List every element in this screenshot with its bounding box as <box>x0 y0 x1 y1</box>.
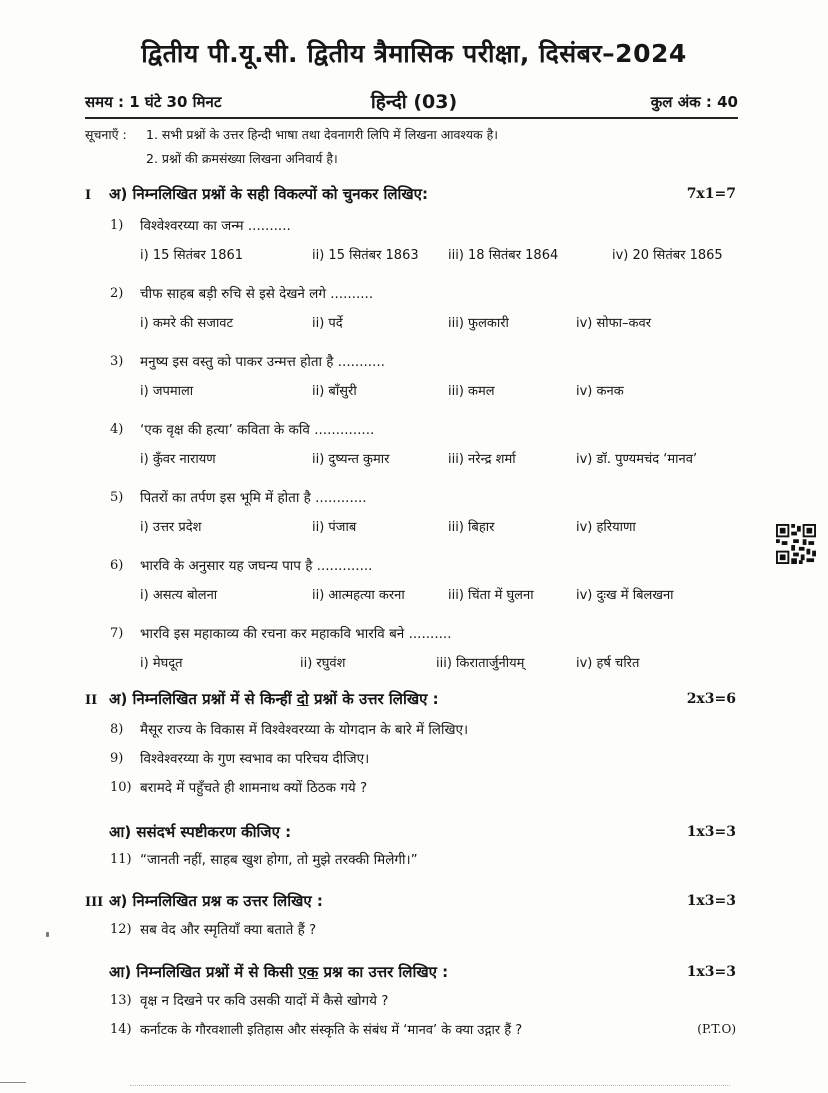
question-number: 10) <box>110 780 132 795</box>
header-divider <box>85 117 738 119</box>
instruction-1: 1. सभी प्रश्नों के उत्तर हिन्दी भाषा तथा देवनागरी लिपि में लिखना आवश्यक है। <box>146 127 498 142</box>
question-number: 4) <box>110 422 124 437</box>
question-number: 6) <box>110 558 124 573</box>
question-number: 7) <box>110 626 124 641</box>
option-iii: iii) बिहार <box>448 520 495 535</box>
option-ii: ii) दुष्यन्त कुमार <box>312 452 390 467</box>
question-number: 13) <box>110 993 132 1008</box>
scan-mark <box>46 932 49 937</box>
section-3-sub-heading <box>109 962 448 982</box>
section-2-heading-post: प्रश्नों के उत्तर लिखिए : <box>308 690 439 708</box>
exam-title: द्वितीय पी.यू.सी. द्वितीय त्रैमासिक परीक्षा, दिसंबर–2024 <box>141 39 687 68</box>
option-iii: iii) किरातार्जुनीयम् <box>436 656 525 671</box>
option-i: i) कमरे की सजावट <box>140 316 234 331</box>
section-3-sub-heading-pre: आ) निम्नलिखित प्रश्नों में से किसी <box>109 963 299 981</box>
option-iv: iv) हर्ष चरित <box>576 656 640 671</box>
question-text: ‘एक वृक्ष की हत्या’ कविता के कवि .............. <box>140 422 375 438</box>
option-ii: ii) बाँसुरी <box>312 384 357 399</box>
section-2-sub-marks: 1x3=3 <box>686 824 736 840</box>
section-3-sub-heading-emphasis: एक <box>298 963 319 981</box>
option-iv: iv) डॉ. पुण्यमचंद ‘मानव’ <box>576 452 698 467</box>
section-3-heading: अ) निम्नलिखित प्रश्न क उत्तर लिखिए : <box>109 892 323 910</box>
option-iv: iv) हरियाणा <box>576 520 636 535</box>
option-iv: iv) दुःख में बिलखना <box>576 588 674 603</box>
question-text: चीफ साहब बड़ी रुचि से इसे देखने लगे .......... <box>140 286 374 302</box>
option-iii: iii) 18 सितंबर 1864 <box>448 248 559 263</box>
option-ii: ii) 15 सितंबर 1863 <box>312 248 419 263</box>
question-text: सब वेद और स्मृतियाँ क्या बताते हैं ? <box>140 922 317 938</box>
option-ii: ii) पंजाब <box>312 520 357 535</box>
please-turn-over: (P.T.O) <box>697 1022 736 1036</box>
question-text: बरामदे में पहुँचते ही शामनाथ क्यों ठिठक गये ? <box>140 780 368 796</box>
option-i: i) असत्य बोलना <box>140 588 218 603</box>
section-2-sub-heading: आ) ससंदर्भ स्पष्टीकरण कीजिए : <box>109 823 292 841</box>
question-text: भारवि इस महाकाव्य की रचना कर महाकवि भारवि बने .......... <box>140 626 452 642</box>
question-text: भारवि के अनुसार यह जघन्य पाप है ............. <box>140 558 373 574</box>
section-1-roman: I <box>85 188 92 203</box>
instruction-2: 2. प्रश्नों की क्रमसंख्या लिखना अनिवार्य है। <box>146 151 338 166</box>
option-iii: iii) कमल <box>448 384 495 399</box>
question-text: पितरों का तर्पण इस भूमि में होता है ............ <box>140 490 367 506</box>
exam-duration: समय : 1 घंटे 30 मिनट <box>85 93 222 111</box>
section-3-sub-heading-post: प्रश्न का उत्तर लिखिए : <box>318 963 449 981</box>
question-text: विश्वेश्वरय्या के गुण स्वभाव का परिचय दीजिए। <box>140 751 370 767</box>
section-3-marks: 1x3=3 <box>686 893 736 909</box>
question-text: वृक्ष न दिखने पर कवि उसकी यादों में कैसे खोगये ? <box>140 993 389 1009</box>
option-ii: ii) पर्दे <box>312 316 343 331</box>
section-2-roman: II <box>85 693 98 708</box>
option-i: i) मेघदूत <box>140 656 183 671</box>
option-ii: ii) आत्महत्या करना <box>312 588 405 603</box>
instructions-label: सूचनाएँ : <box>85 127 127 142</box>
section-1-marks: 7x1=7 <box>686 186 736 202</box>
question-number: 1) <box>110 218 124 233</box>
scan-edge-dots <box>130 1085 730 1087</box>
scan-edge-line <box>0 1082 26 1083</box>
exam-total-marks: कुल अंक : 40 <box>650 93 738 111</box>
question-number: 12) <box>110 922 132 937</box>
option-iv: iv) सोफा–कवर <box>576 316 652 331</box>
section-2-heading-pre: अ) निम्नलिखित प्रश्नों में से किन्हीं <box>109 690 297 708</box>
question-text: कर्नाटक के गौरवशाली इतिहास और संस्कृति के संबंध में ‘मानव’ के क्या उद्गार हैं ? <box>140 1023 523 1038</box>
question-number: 14) <box>110 1022 132 1037</box>
section-2-heading <box>109 689 439 709</box>
option-i: i) जपमाला <box>140 384 194 399</box>
option-i: i) उत्तर प्रदेश <box>140 520 202 535</box>
question-text: विश्वेश्वरय्या का जन्म .......... <box>140 218 291 234</box>
section-2-marks: 2x3=6 <box>686 691 736 707</box>
option-iii: iii) चिंता में घुलना <box>448 588 534 603</box>
question-number: 5) <box>110 490 124 505</box>
question-number: 3) <box>110 354 124 369</box>
qr-code-icon <box>776 524 816 564</box>
question-number: 9) <box>110 751 124 766</box>
option-iv: iv) 20 सितंबर 1865 <box>612 248 723 263</box>
option-i: i) 15 सितंबर 1861 <box>140 248 244 263</box>
question-text: मैसूर राज्य के विकास में विश्वेश्वरय्या के योगदान के बारे में लिखिए। <box>140 722 469 738</box>
option-ii: ii) रघुवंश <box>300 656 346 671</box>
section-3-sub-marks: 1x3=3 <box>686 964 736 980</box>
question-number: 11) <box>110 852 132 867</box>
option-iv: iv) कनक <box>576 384 624 399</box>
section-2-heading-emphasis: दो <box>296 690 309 708</box>
question-number: 8) <box>110 722 124 737</box>
section-1-heading: अ) निम्नलिखित प्रश्नों के सही विकल्पों को चुनकर लिखिए: <box>109 185 428 203</box>
question-text: “जानती नहीं, साहब खुश होगा, तो मुझे तरक्की मिलेगी।” <box>140 852 418 868</box>
question-text: मनुष्य इस वस्तु को पाकर उन्मत्त होता है ........... <box>140 354 385 370</box>
question-number: 2) <box>110 286 124 301</box>
option-i: i) कुँवर नारायण <box>140 452 216 467</box>
option-iii: iii) नरेन्द्र शर्मा <box>448 452 516 467</box>
exam-subject: हिन्दी (03) <box>370 91 458 113</box>
option-iii: iii) फुलकारी <box>448 316 509 331</box>
section-3-roman: III <box>85 895 104 910</box>
